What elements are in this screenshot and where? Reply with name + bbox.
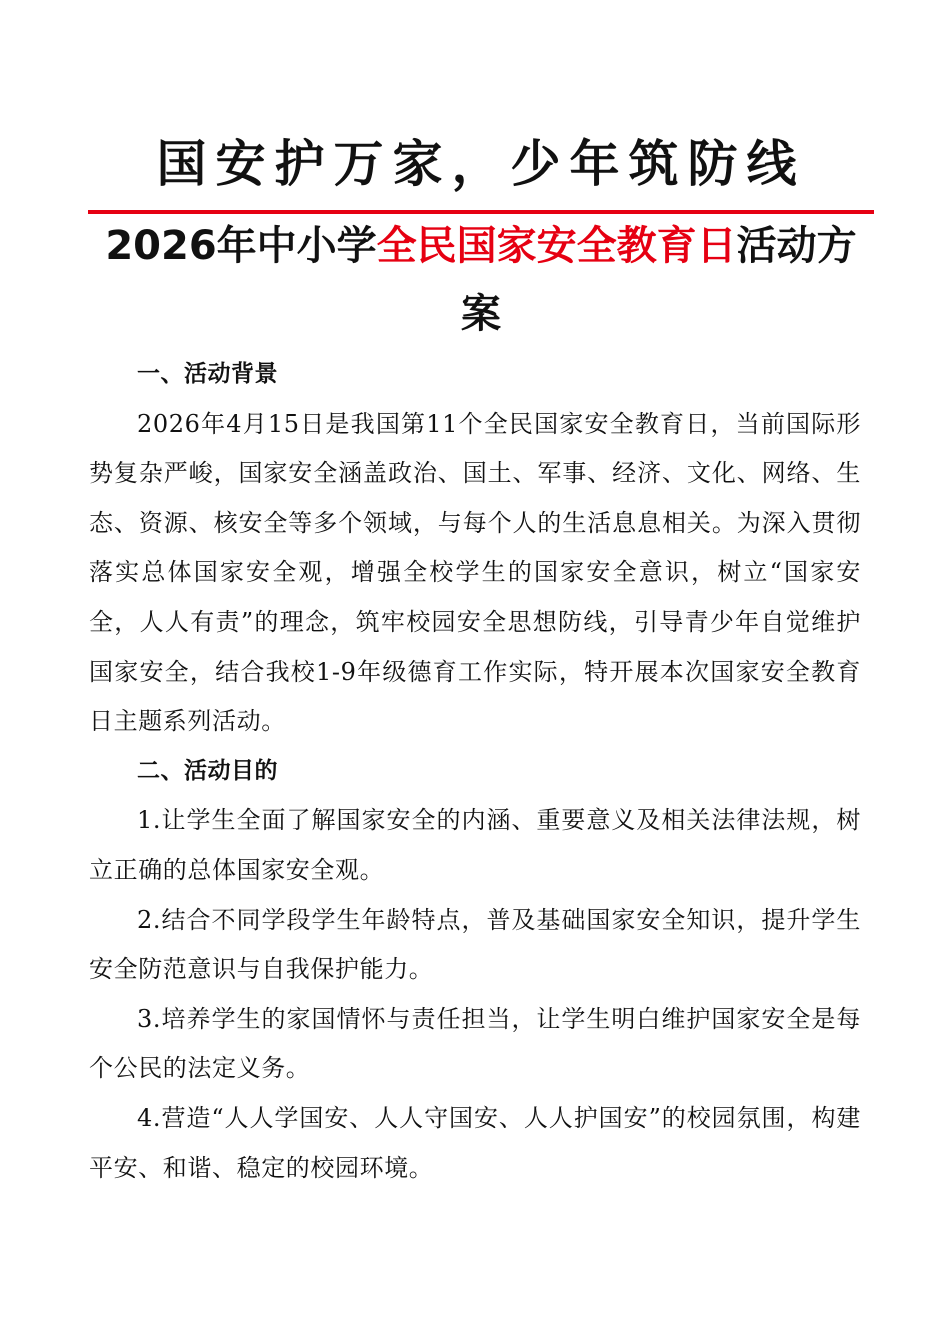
- purpose-item-4: 4.营造“人人学国安、人人守国安、人人护国安”的校园氛围，构建平安、和谐、稳定的校园环境。: [89, 1103, 861, 1182]
- purpose-item-1: 1.让学生全面了解国家安全的内涵、重要意义及相关法律法规，树立正确的总体国家安全观。: [89, 806, 861, 884]
- section-heading-background: 一、活动背景: [137, 361, 278, 387]
- sub-title-suffix: 活动方案: [461, 223, 857, 337]
- sub-title-highlight: 全民国家安全教育日: [376, 223, 737, 269]
- purpose-item-2: 2.结合不同学段学生年龄特点，普及基础国家安全知识，提升学生安全防范意识与自我保护能力。: [89, 905, 861, 984]
- document-body: [89, 350, 861, 1193]
- sub-title-prefix: 2026年中小学: [105, 223, 377, 269]
- sub-title: [88, 212, 874, 348]
- purpose-item-3: 3.培养学生的家国情怀与责任担当，让学生明白维护国家安全是每个公民的法定义务。: [89, 1004, 861, 1083]
- section-heading-purpose: 二、活动目的: [137, 757, 278, 784]
- paragraph-background: 2026年4月15日是我国第11个全民国家安全教育日，当前国际形势复杂严峻，国家安全涵盖政治、国土、军事、经济、文化、网络、生态、资源、核安全等多个领域，与每个人的生活息息相关。为深入贯彻落实总体国家安全观，增强全校学生的国家安全意识，树立“国家安全，人人有责”的理念，筑牢校园安全思想防线，引导青少年自觉维护国家安全，结合我校1-9年级德育工作实际，特开展本次国家安全教育日主题系列活动。: [89, 409, 861, 736]
- main-title: 国安护万家，少年筑防线: [156, 134, 806, 193]
